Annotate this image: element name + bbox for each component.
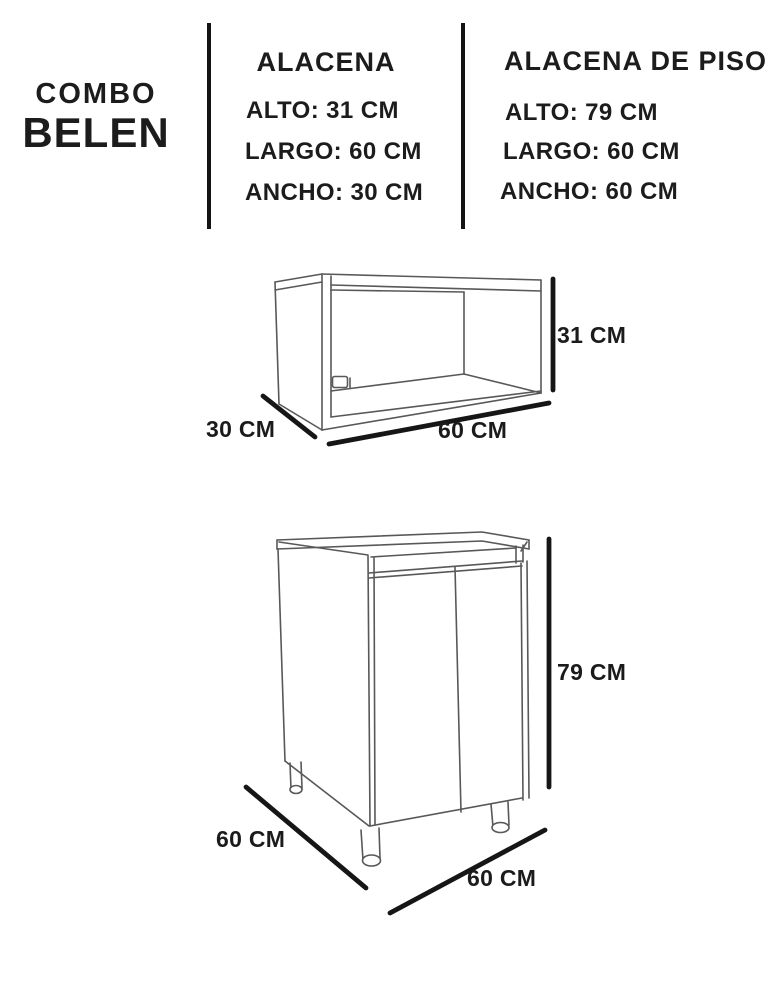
dimension-lines [246, 279, 553, 913]
leg-line [379, 828, 380, 858]
side-panel-edge [275, 282, 279, 404]
top-edge-inner [275, 282, 322, 290]
leg-line [290, 763, 291, 789]
column-title-alacena: ALACENA [256, 47, 396, 77]
spec-row-largo: LARGO: 60 CM [245, 138, 422, 165]
back-panel-top-edge [331, 290, 464, 292]
countertop-surface-right [521, 542, 527, 551]
top-rail-edge [371, 548, 516, 557]
right-edge-outer [527, 561, 529, 798]
leg-front-right [491, 802, 509, 833]
front-stile-outer [368, 556, 370, 826]
floor-width-label: 60 CM [467, 865, 537, 891]
door-divider [455, 567, 461, 812]
right-edge-inner [521, 563, 523, 800]
front-stile-inner [374, 558, 375, 825]
wall-cabinet-drawing [275, 274, 541, 430]
spec-row-alto: ALTO: 79 CM [505, 99, 658, 126]
combo-name: BELEN [22, 109, 170, 156]
spec-row-ancho: ANCHO: 30 CM [245, 179, 424, 206]
column-title-alacena-de-piso: ALACENA DE PISO [504, 46, 768, 76]
combo-label: COMBO [35, 78, 157, 110]
leg-line [361, 830, 363, 860]
leg-foot [492, 823, 509, 833]
floor-cabinet-drawing [277, 532, 529, 866]
floor-depth-label: 60 CM [216, 826, 286, 852]
side-panel-left-edge [278, 549, 285, 761]
spec-row-alto: ALTO: 31 CM [246, 97, 399, 124]
wall-width-label: 60 CM [438, 417, 508, 443]
spec-row-ancho: ANCHO: 60 CM [500, 178, 679, 205]
countertop-top-edge [277, 532, 529, 540]
spec-row-largo: LARGO: 60 CM [503, 138, 680, 165]
top-edge [275, 274, 322, 282]
wall-depth-label: 30 CM [206, 416, 276, 442]
leg-front-left [361, 828, 381, 866]
leg-line [491, 804, 493, 827]
leg-line [301, 762, 302, 788]
front-bottom-edge-inner [331, 391, 541, 417]
shelf-right-edge [464, 374, 541, 393]
shelf-back-edge [331, 374, 464, 391]
wall-height-label: 31 CM [557, 322, 627, 348]
hinge-detail [333, 377, 348, 388]
front-top-edge [322, 274, 541, 280]
leg-line [508, 802, 509, 825]
leg-foot [363, 855, 381, 866]
leg-foot [290, 786, 302, 794]
floor-height-label: 79 CM [557, 659, 627, 685]
